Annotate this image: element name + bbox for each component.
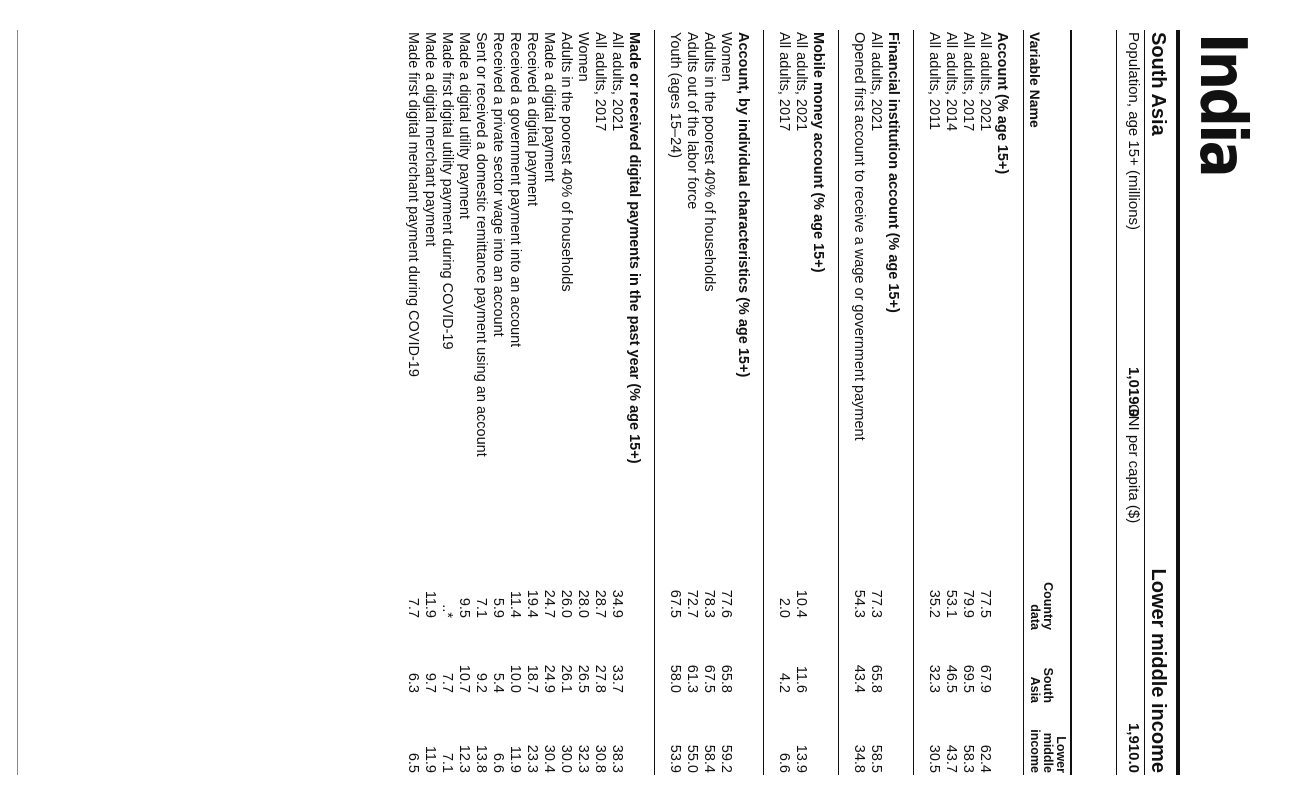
table-row	[455, 32, 472, 773]
region-value: 4.2	[776, 672, 792, 693]
income-value: 38.3	[609, 744, 625, 773]
section-title: Mobile money account (% age 15+)	[810, 32, 826, 273]
country-value: 67.5	[667, 589, 683, 618]
income-value: 6.6	[490, 752, 506, 773]
income-value: 43.7	[943, 744, 959, 773]
country-value: 77.6	[718, 589, 734, 618]
table-row	[666, 32, 683, 773]
region-value: 26.5	[575, 664, 591, 693]
income-value: 6.6	[776, 752, 792, 773]
row-label: Received a digital payment	[524, 32, 540, 207]
section-rule	[763, 30, 764, 775]
country-value: 9.5	[456, 597, 472, 618]
country-value: 28.0	[575, 589, 591, 618]
country-value: 54.3	[851, 589, 867, 618]
column-headers	[1026, 32, 1070, 773]
row-label: All adults, 2021	[977, 32, 993, 132]
income-value: 30.5	[926, 744, 942, 773]
table-row	[925, 32, 942, 773]
table-row	[867, 32, 884, 773]
section-rule	[838, 30, 839, 775]
income-value: 11.9	[422, 745, 438, 773]
variable-name-header: Variable Name	[1027, 32, 1043, 128]
income-value: 23.3	[524, 744, 540, 773]
region-value: 10.7	[456, 664, 472, 693]
gni-value: 1,910.0	[1125, 722, 1142, 773]
table-row	[942, 32, 959, 773]
region-value: 9.2	[473, 672, 489, 693]
section-title-row	[884, 32, 901, 773]
table-row	[557, 32, 574, 773]
section-title-row	[734, 32, 751, 773]
row-label: Opened first account to receive a wage or government payment	[851, 32, 867, 441]
section-title-row	[809, 32, 826, 773]
income-value: 32.3	[575, 744, 591, 773]
region-header: South Asia	[1028, 667, 1055, 703]
country-value: 24.7	[541, 589, 557, 618]
region-value: 67.5	[701, 664, 717, 693]
population-gni-row	[1120, 32, 1142, 773]
section-title: Made or received digital payments in the past year (% age 15+)	[626, 32, 642, 464]
section-divider	[901, 32, 925, 773]
region-value: 65.8	[868, 664, 884, 693]
section-rule	[913, 30, 914, 775]
row-label: Received a government payment into an account	[507, 32, 523, 348]
country-value: 77.3	[868, 589, 884, 618]
country-value: 78.3	[701, 589, 717, 618]
row-label: Youth (ages 15–24)	[667, 32, 683, 159]
table-row	[472, 32, 489, 773]
table-row	[421, 32, 438, 773]
income-value: 13.8	[473, 744, 489, 773]
section-divider	[826, 32, 850, 773]
population-value: 1,019.0	[1125, 367, 1142, 418]
row-label: Made a digital payment	[541, 32, 557, 182]
row-label: Women	[718, 32, 734, 82]
indicator-table	[404, 32, 1010, 773]
income-value: 58.4	[701, 744, 717, 773]
table-row	[591, 32, 608, 773]
country-value: 5.9	[490, 597, 506, 618]
gni-label: GNI per capita ($)	[1125, 404, 1142, 524]
table-row	[540, 32, 557, 773]
row-label: Adults in the poorest 40% of households	[701, 32, 717, 292]
income-value: 30.0	[558, 744, 574, 773]
country-value: 7.1	[473, 597, 489, 618]
section-rule	[654, 30, 655, 775]
region-value: 33.7	[609, 664, 625, 693]
country-value: 77.5	[977, 589, 993, 618]
table-row	[850, 32, 867, 773]
table-row	[438, 32, 455, 773]
country-value: 53.1	[943, 589, 959, 618]
table-row	[404, 32, 421, 773]
row-label: Women	[575, 32, 591, 82]
row-label: All adults, 2011	[926, 32, 942, 131]
table-row	[523, 32, 540, 773]
section-divider	[642, 32, 666, 773]
section-title: Account, by individual characteristics (% age 15+)	[735, 32, 751, 378]
top-rule	[1176, 30, 1180, 775]
country-value: 11.4	[507, 590, 523, 618]
country-value: 26.0	[558, 589, 574, 618]
row-label: All adults, 2021	[793, 32, 809, 132]
income-value: 58.5	[868, 744, 884, 773]
region-value: 7.7	[439, 672, 455, 693]
income-value: 6.5	[405, 752, 421, 773]
row-label: Made first digital utility payment during COVID-19	[439, 32, 455, 350]
row-label: All adults, 2021	[609, 32, 625, 132]
population-label: Population, age 15+ (millions)	[1125, 32, 1142, 231]
income-value: 53.9	[667, 744, 683, 773]
section-title-row	[625, 32, 642, 773]
region-value: 9.7	[422, 672, 438, 693]
country-value: 11.9	[422, 590, 438, 618]
income-group-label: Lower middle income	[1147, 568, 1169, 773]
row-label: Received a private sector wage into an account	[490, 32, 506, 337]
income-value: 55.0	[684, 744, 700, 773]
income-value: 13.9	[793, 744, 809, 773]
population-rule	[1116, 30, 1117, 775]
row-label: Adults out of the labor force	[684, 32, 700, 210]
region-value: 43.4	[851, 664, 867, 693]
region-value: 26.1	[558, 664, 574, 693]
table-row	[608, 32, 625, 773]
income-value: 30.8	[592, 744, 608, 773]
region-value: 24.9	[541, 664, 557, 693]
income-value: 34.8	[851, 744, 867, 773]
income-value: 59.2	[718, 744, 734, 773]
country-data-header: Country data	[1028, 582, 1055, 630]
region-value: 58.0	[667, 664, 683, 693]
table-row	[792, 32, 809, 773]
row-label: All adults, 2021	[868, 32, 884, 132]
row-label: Sent or received a domestic remittance payment using an account	[473, 32, 489, 457]
row-label: All adults, 2017	[592, 32, 608, 132]
table-row	[775, 32, 792, 773]
country-value: 2.0	[776, 597, 792, 618]
region-value: 69.5	[960, 664, 976, 693]
country-value: 10.4	[793, 589, 809, 618]
table-row	[976, 32, 993, 773]
income-header: Lower middle income	[1028, 729, 1068, 773]
region-income-row	[1146, 32, 1169, 773]
table-row	[489, 32, 506, 773]
country-value: 35.2	[926, 589, 942, 618]
country-value: 7.7	[405, 597, 421, 618]
section-title: Account (% age 15+)	[994, 32, 1010, 175]
row-label: All adults, 2017	[776, 32, 792, 132]
region-rule	[1144, 30, 1145, 775]
section-title: Financial institution account (% age 15+)	[885, 32, 901, 313]
income-value: 30.4	[541, 744, 557, 773]
region-value: 46.5	[943, 664, 959, 693]
region-value: 67.9	[977, 664, 993, 693]
region-value: 11.6	[793, 665, 809, 693]
row-label: All adults, 2017	[960, 32, 976, 132]
region-value: 27.8	[592, 664, 608, 693]
country-value: 34.9	[609, 589, 625, 618]
region-value: 10.0	[507, 664, 523, 693]
country-value: 19.4	[524, 589, 540, 618]
country-value: 79.9	[960, 589, 976, 618]
column-header-bottom-rule	[1023, 30, 1024, 775]
country-value: ..*	[439, 604, 455, 618]
region-label: South Asia	[1147, 32, 1169, 136]
country-value: 72.7	[684, 589, 700, 618]
region-value: 6.3	[405, 672, 421, 693]
section-title-row	[993, 32, 1010, 773]
region-value: 32.3	[926, 664, 942, 693]
income-value: 11.9	[507, 745, 523, 773]
bottom-rule	[17, 30, 18, 775]
income-value: 58.3	[960, 744, 976, 773]
column-header-top-rule	[1070, 30, 1072, 775]
country-value: 28.7	[592, 589, 608, 618]
table-row	[959, 32, 976, 773]
region-value: 5.4	[490, 672, 506, 693]
country-title: India	[1185, 33, 1259, 176]
table-row	[717, 32, 734, 773]
region-value: 61.3	[684, 664, 700, 693]
region-value: 18.7	[524, 664, 540, 693]
row-label: All adults, 2014	[943, 32, 959, 132]
income-value: 7.1	[439, 752, 455, 773]
row-label: Made a digital merchant payment	[422, 32, 438, 247]
region-value: 65.8	[718, 664, 734, 693]
row-label: Adults in the poorest 40% of households	[558, 32, 574, 292]
row-label: Made a digital utility payment	[456, 32, 472, 219]
row-label: Made first digital merchant payment during COVID-19	[405, 32, 421, 377]
table-row	[683, 32, 700, 773]
table-row	[506, 32, 523, 773]
income-value: 12.3	[456, 744, 472, 773]
table-row	[574, 32, 591, 773]
income-value: 62.4	[977, 744, 993, 773]
section-divider	[751, 32, 775, 773]
table-row	[700, 32, 717, 773]
